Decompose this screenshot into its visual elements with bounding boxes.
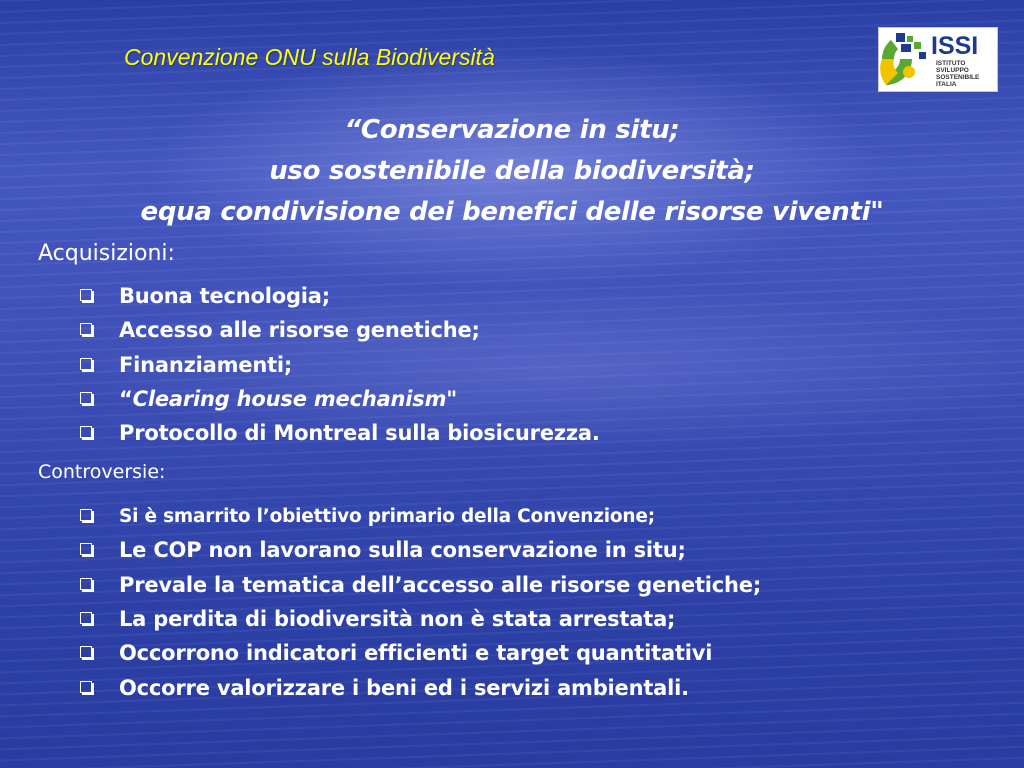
- checkbox-bullet-icon: [80, 543, 92, 555]
- list-item: [80, 313, 600, 347]
- list-item-text: Si è smarrito l’obiettivo primario della Convenzione;: [119, 505, 655, 527]
- checkbox-bullet-icon: [80, 426, 92, 438]
- checkbox-bullet-icon: [80, 392, 92, 404]
- quote-line-1: “Conservazione in situ;: [344, 115, 680, 145]
- close-quote: ": [446, 387, 458, 412]
- list-item-text: Accesso alle risorse genetiche;: [119, 318, 480, 343]
- checkbox-bullet-icon: [80, 578, 92, 590]
- list-item: [80, 279, 600, 313]
- checkbox-bullet-icon: [80, 289, 92, 301]
- issi-logo-icon: [879, 28, 997, 91]
- list-item: [80, 382, 600, 416]
- checkbox-bullet-icon: [80, 681, 92, 693]
- svg-text:ITALIA: ITALIA: [936, 81, 957, 88]
- quote-line-3: [40, 192, 984, 233]
- list-item: [80, 670, 761, 704]
- list-item-text: Buona tecnologia;: [119, 284, 330, 309]
- acquisizioni-heading: Acquisizioni:: [38, 241, 175, 266]
- list-item-text: Occorre valorizzare i beni ed i servizi ambientali.: [119, 675, 689, 700]
- checkbox-bullet-icon: [80, 509, 92, 521]
- list-item: [80, 602, 761, 636]
- checkbox-bullet-icon: [80, 323, 92, 335]
- list-item-text: Prevale la tematica dell’accesso alle risorse genetiche;: [119, 572, 762, 597]
- list-item-text: Finanziamenti;: [119, 352, 293, 377]
- svg-text:SOSTENIBILE: SOSTENIBILE: [936, 74, 980, 81]
- controversie-heading: Controversie:: [38, 461, 166, 483]
- quote-block: [40, 110, 984, 233]
- acquisizioni-list: [80, 279, 600, 450]
- controversie-list: [80, 499, 761, 705]
- list-item-text: Protocollo di Montreal sulla biosicurezza.: [119, 421, 600, 446]
- list-item-text: [119, 387, 457, 411]
- svg-text:SVILUPPO: SVILUPPO: [936, 67, 969, 74]
- svg-text:ISSI: ISSI: [931, 32, 979, 60]
- quote-line-2: uso sostenibile della biodiversità;: [269, 156, 755, 186]
- list-item: [80, 348, 600, 382]
- list-item-text: La perdita di biodiversità non è stata arrestata;: [119, 607, 676, 632]
- svg-text:ISTITUTO: ISTITUTO: [936, 60, 966, 67]
- list-item-text: Le COP non lavorano sulla conservazione in situ;: [119, 538, 686, 563]
- quote-line-3-text: equa condivisione dei benefici delle risorse viventi: [140, 197, 871, 227]
- checkbox-bullet-icon: [80, 612, 92, 624]
- quote-close-mark: ": [870, 197, 884, 227]
- open-quote: “: [119, 387, 133, 412]
- checkbox-bullet-icon: [80, 646, 92, 658]
- list-item: [80, 499, 761, 533]
- list-item: [80, 533, 761, 567]
- checkbox-bullet-icon: [80, 358, 92, 370]
- clearing-house-term: Clearing house mechanism: [132, 387, 447, 412]
- list-item: [80, 568, 761, 602]
- slide-title: Convenzione ONU sulla Biodiversità: [124, 44, 495, 70]
- list-item: [80, 636, 761, 670]
- list-item: [80, 416, 600, 450]
- issi-logo: [878, 27, 998, 92]
- list-item-text: Occorrono indicatori efficienti e target quantitativi: [119, 641, 713, 666]
